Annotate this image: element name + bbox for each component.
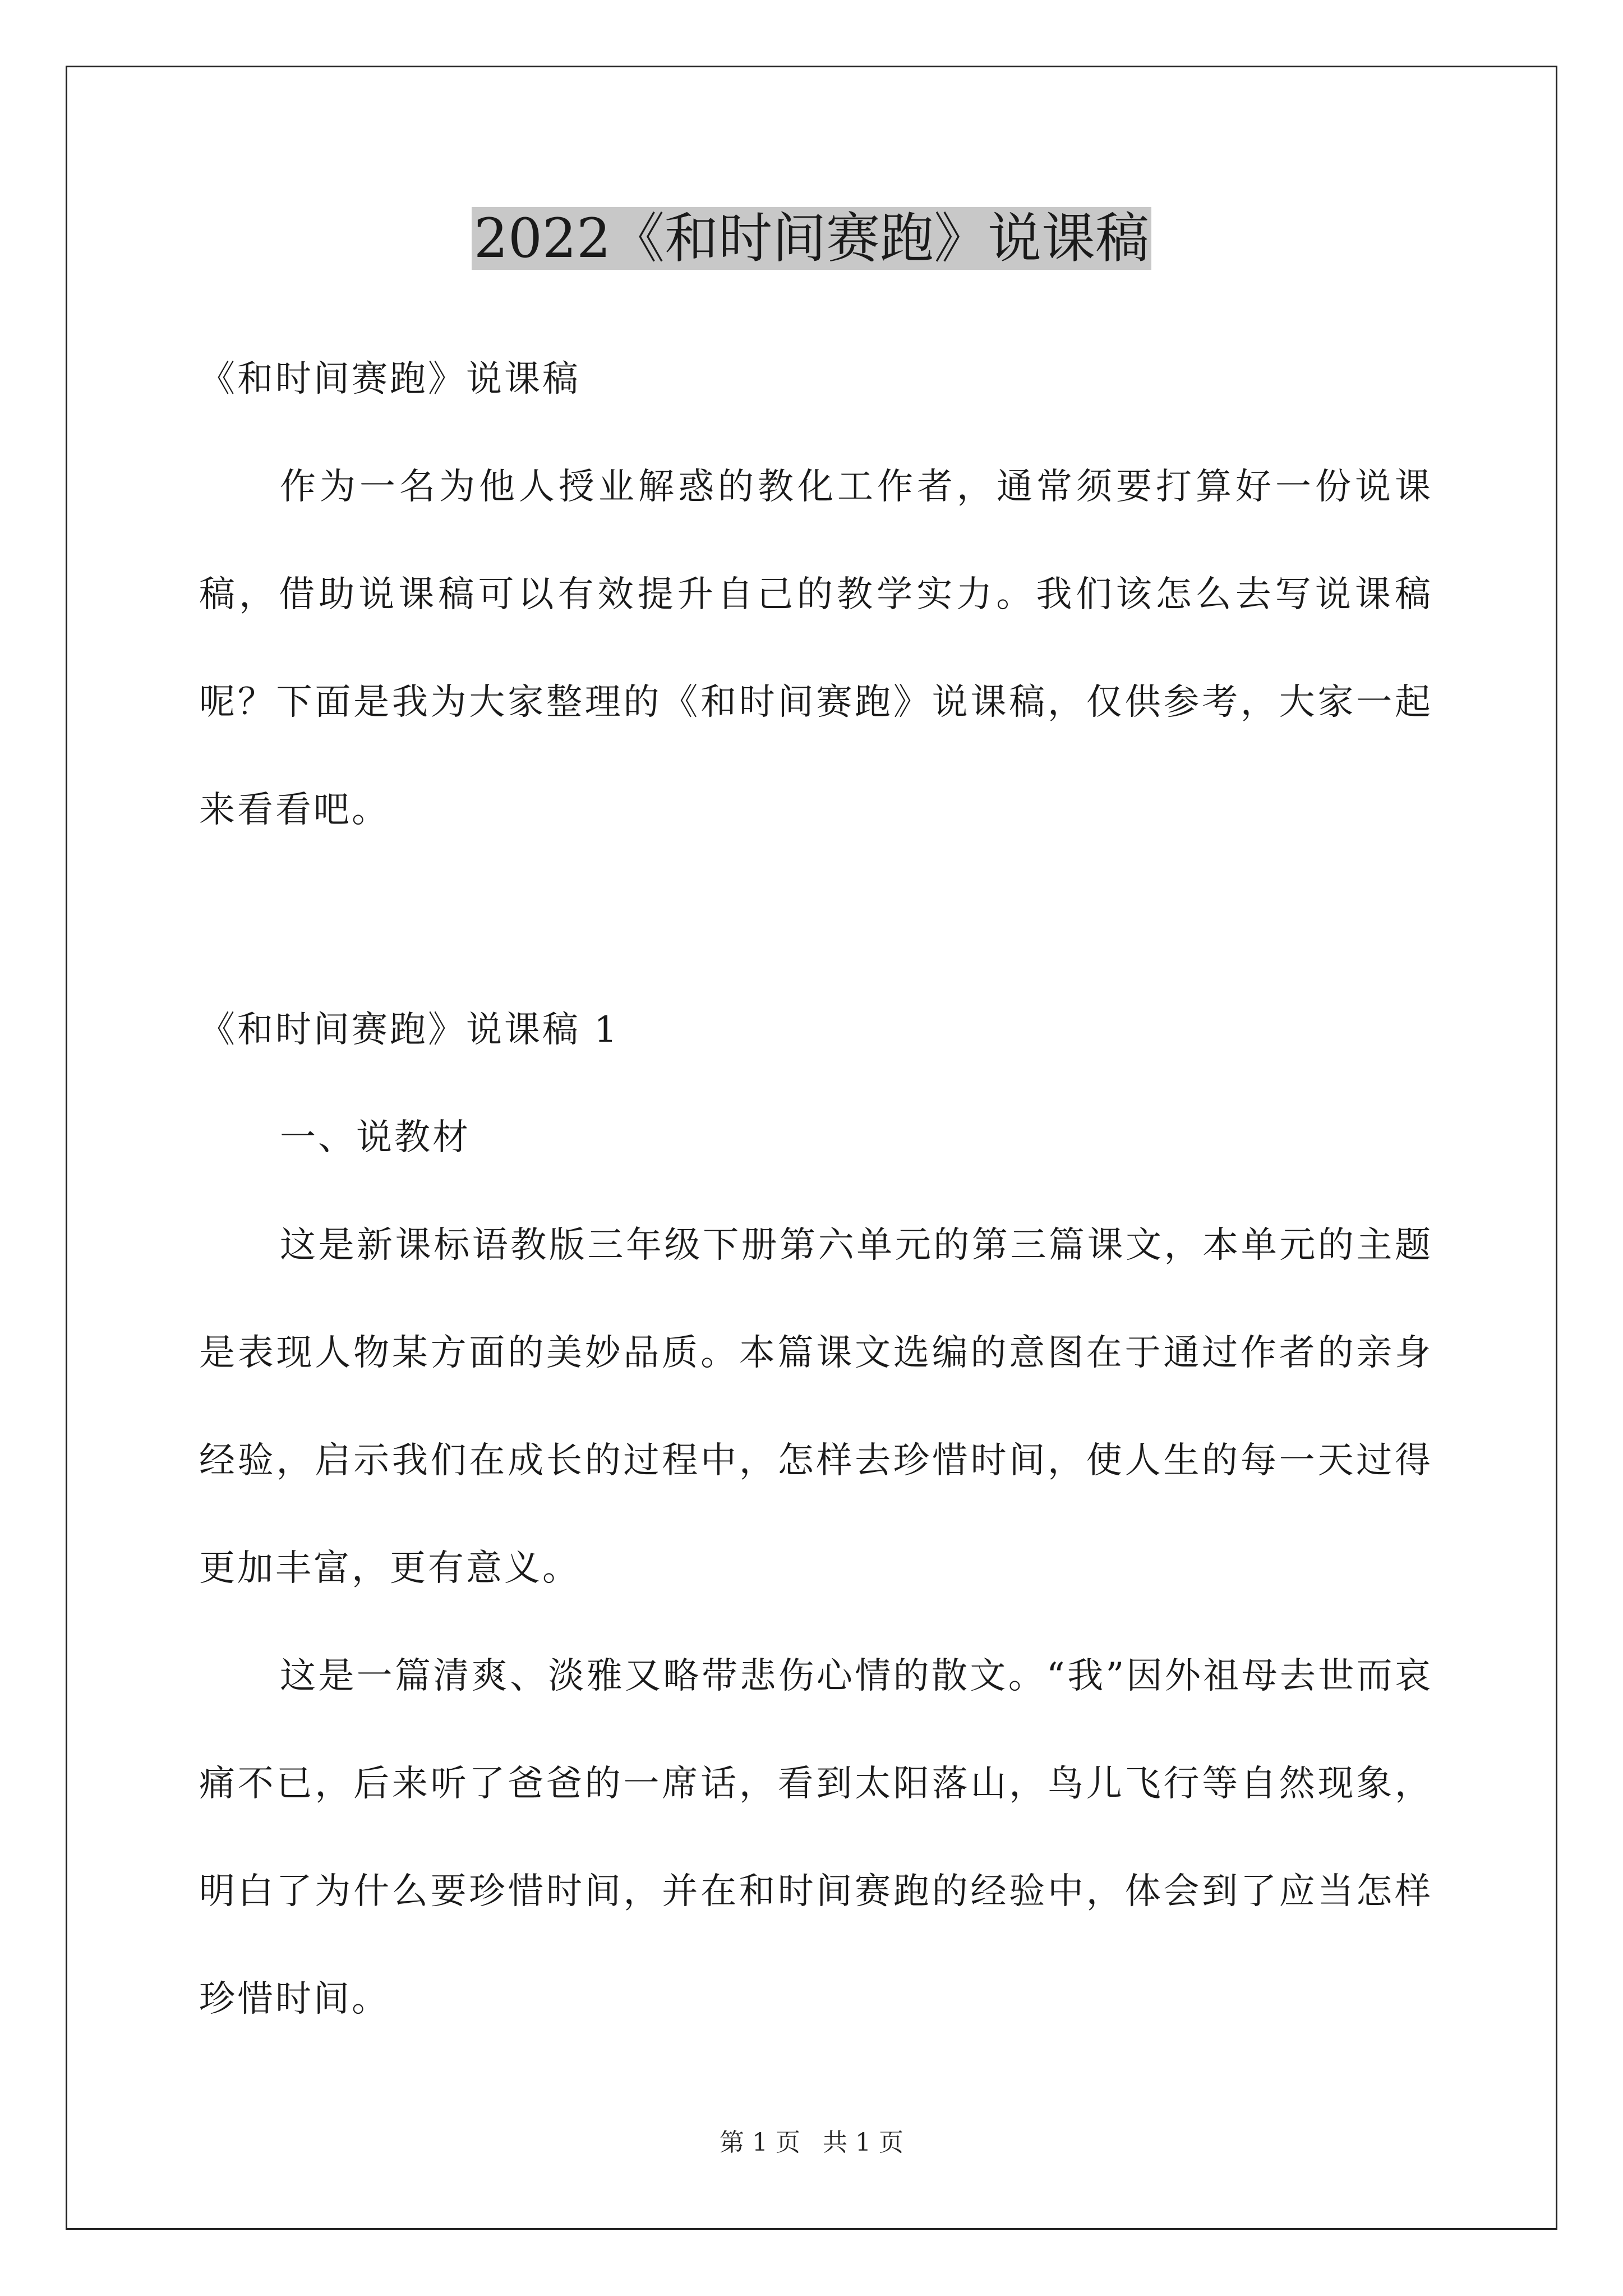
body-paragraph-1: 这是新课标语教版三年级下册第六单元的第三篇课文，本单元的主题是表现人物某方面的美妙品质。本篇课文选编的意图在于通过作者的亲身经验，启示我们在成长的过程中，怎样去珍惜时间，使人生的每一天过得更加丰富，更有意义。 xyxy=(199,1225,1433,1589)
document-title xyxy=(0,199,1623,278)
body-paragraph-2: 这是一篇清爽、淡雅又略带悲伤心情的散文。“我”因外祖母去世而哀痛不已，后来听了爸爸的一席话，看到太阳落山，鸟儿飞行等自然现象，明白了为什么要珍惜时间，并在和时间赛跑的经验中，体会到了应当怎样珍惜时间。 xyxy=(199,1655,1433,2020)
subsection-heading: 一、说教材 xyxy=(280,1117,471,1158)
page-footer xyxy=(0,2126,1623,2160)
page-total: 共 1 页 xyxy=(823,2128,903,2157)
section-heading: 《和时间赛跑》说课稿 1 xyxy=(199,1009,620,1051)
intro-paragraph: 作为一名为他人授业解惑的教化工作者，通常须要打算好一份说课稿，借助说课稿可以有效提升自己的教学实力。我们该怎么去写说课稿呢？下面是我为大家整理的《和时间赛跑》说课稿，仅供参考，大家一起来看看吧。 xyxy=(199,466,1433,831)
title-highlight: 2022《和时间赛跑》说课稿 xyxy=(472,207,1151,270)
page-number: 第 1 页 xyxy=(720,2128,800,2157)
document-subtitle: 《和时间赛跑》说课稿 xyxy=(199,358,580,400)
